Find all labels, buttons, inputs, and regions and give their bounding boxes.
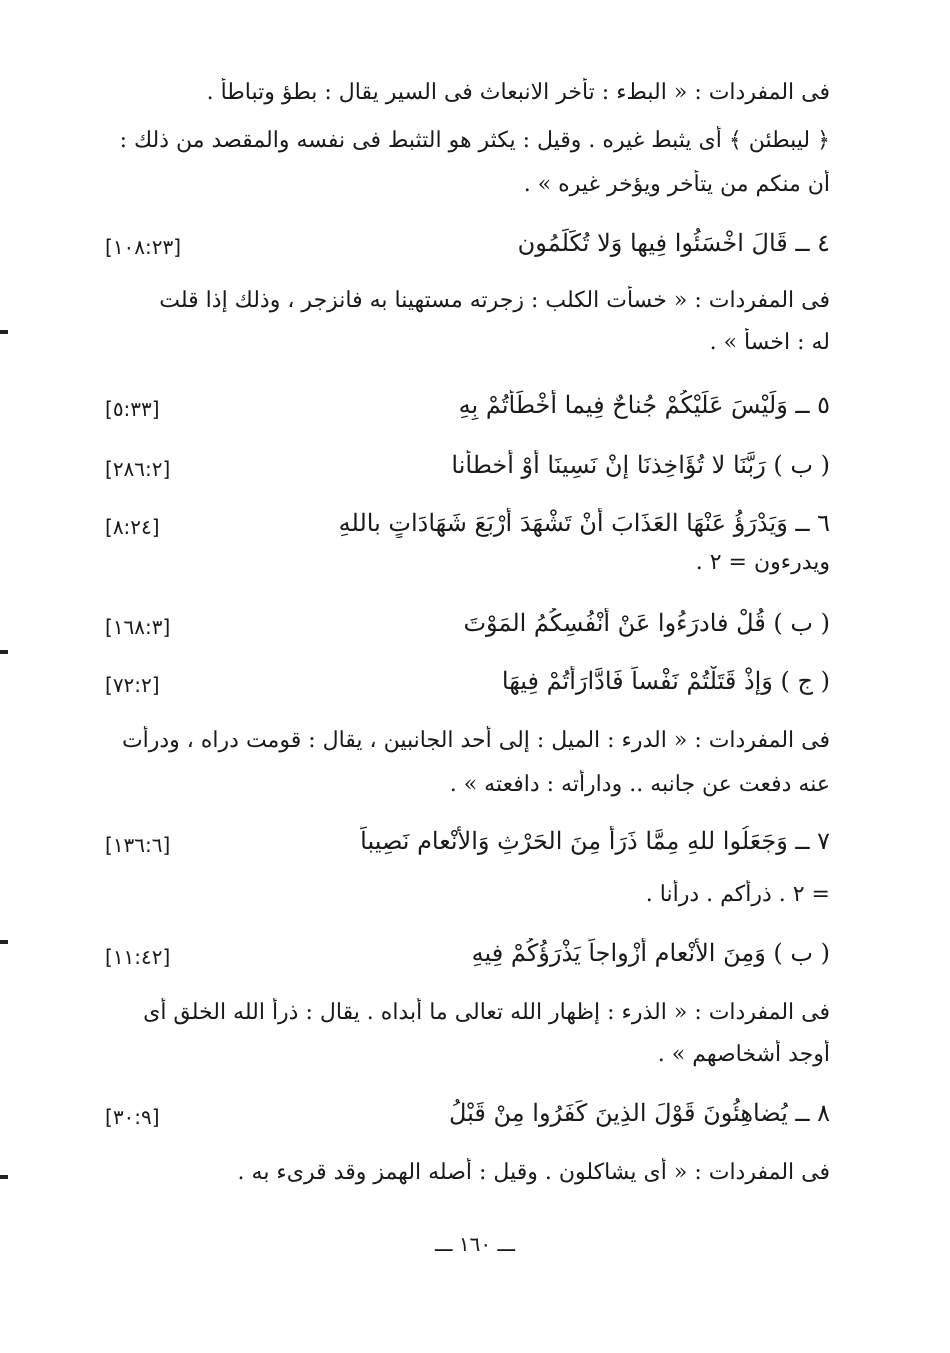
text-line: فى المفردات : « أى يشاكلون . وقيل : أصله الهمز وقد قرىء به . xyxy=(237,1160,830,1185)
page-number: ـــ ١٦٠ ـــ xyxy=(434,1232,516,1256)
verse-reference: [٥:٣٣] xyxy=(105,397,160,421)
verse-reference: [٧٢:٢] xyxy=(105,673,160,697)
verse-line: ٦ ــ وَيَدْرَؤُ عَنْهَا العَذَابَ أنْ تَشْهَدَ أَرْبَعَ شَهَادَاتٍ باللهِ xyxy=(338,509,830,537)
text-line: فى المفردات : « الذرء : إظهار الله تعالى ما أبداه . يقال : ذرأ الله الخلق أى xyxy=(143,1000,830,1025)
text-line: أن منكم من يتأخر ويؤخر غيره » . xyxy=(523,172,830,197)
verse-line: ٧ ــ وَجَعَلُوا للهِ مِمَّا ذَرَأَ مِنَ الحَرْثِ وَالأَنْعامِ نَصِيباً xyxy=(360,827,830,855)
verse-line: ( ج ) وَإِذْ قَتَلْتُمْ نَفْساً فَادَّارَأْتُمْ فِيهَا xyxy=(501,667,830,695)
verse-reference: [٣٠:٩] xyxy=(105,1105,160,1129)
text-line: فى المفردات : « الدرء : الميل : إلى أحد الجانبين ، يقال : قومت دراه ، ودرأت xyxy=(121,728,830,753)
text-line: أوجد أشخاصهم » . xyxy=(657,1042,830,1067)
text-line: ويدرءون = ٢ . xyxy=(695,550,830,575)
scan-margin-mark xyxy=(0,1175,8,1179)
text-line: له : اخسأ » . xyxy=(709,330,830,355)
verse-reference: [١١:٤٢] xyxy=(105,945,171,969)
verse-line: ( ب ) قُلْ فادرَءُوا عَنْ أَنْفُسِكُمُ المَوْتَ xyxy=(463,609,830,637)
verse-reference: [٢٨٦:٢] xyxy=(105,457,171,481)
text-line: فى المفردات : « خسأت الكلب : زجرته مستهينا به فانزجر ، وذلك إذا قلت xyxy=(159,288,830,313)
text-line: فى المفردات : « البطء : تأخر الانبعاث فى السير يقال : بطؤ وتباطأ . xyxy=(206,80,830,105)
verse-line: ٥ ــ وَلَيْسَ عَلَيْكُمْ جُناحٌ فِيما أَخْطَأْتُمْ بِهِ xyxy=(458,391,830,419)
scan-margin-mark xyxy=(0,940,8,944)
verse-reference: [١٣٦:٦] xyxy=(105,833,171,857)
text-line: = ٢ . ذرأكم . درأنا . xyxy=(645,882,830,907)
verse-reference: [١٦٨:٣] xyxy=(105,615,171,639)
text-line: ﴿ ليبطئن ﴾ أى يثبط غيره . وقيل : يكثر هو التثبط فى نفسه والمقصد من ذلك : xyxy=(119,128,830,153)
scan-margin-mark xyxy=(0,330,8,334)
verse-reference: [١٠٨:٢٣] xyxy=(105,235,182,259)
verse-line: ٤ ــ قَالَ اخْسَئُوا فِيها وَلا تُكَلِّمُون xyxy=(517,229,830,257)
verse-line: ٨ ــ يُضاهِئُونَ قَوْلَ الذِينَ كَفَرُوا مِنْ قَبْلُ xyxy=(449,1099,830,1127)
verse-line: ( ب ) وَمِنَ الأَنْعامِ أَزْواجاً يَذْرَؤُكُمْ فِيهِ xyxy=(471,939,830,967)
verse-line: ( ب ) رَبَّنَا لا تُؤَاخِذنَا إنْ نَسِينَا أَوْ أخطأْنا xyxy=(451,451,830,479)
scan-margin-mark xyxy=(0,650,8,654)
verse-reference: [٨:٢٤] xyxy=(105,515,160,539)
text-line: عنه دفعت عن جانبه .. ودارأته : دافعته » . xyxy=(449,772,830,797)
